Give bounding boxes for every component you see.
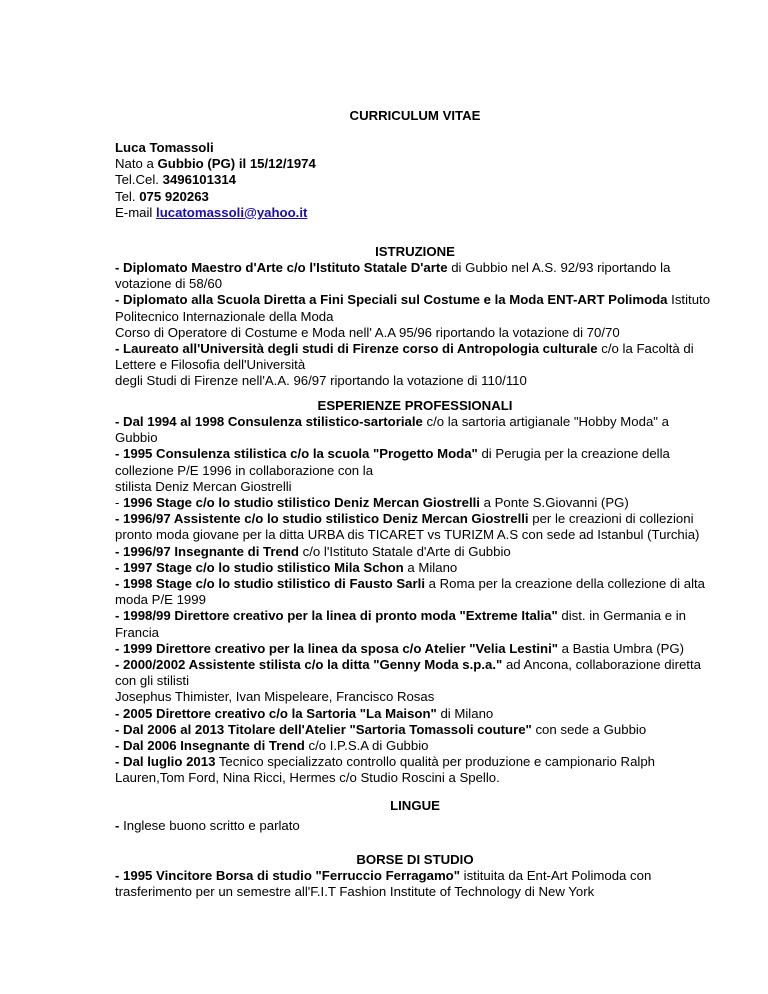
esperienza-item: - 1995 Consulenza stilistica c/o la scuola "Progetto Moda" di Perugia per la creazione della collezione P/E 1996 in collaborazione con la bbox=[115, 446, 670, 478]
cell-phone-line: Tel.Cel. 3496101314 bbox=[115, 172, 236, 188]
esperienze-heading: ESPERIENZE PROFESSIONALI bbox=[317, 398, 513, 413]
esperienza-item: - Dal 2006 al 2013 Titolare dell'Atelier "Sartoria Tomassoli couture" con sede a Gubbio bbox=[115, 721, 647, 737]
istruzione-item: - Diplomato Maestro d'Arte c/o l'Istituto Statale D'arte di Gubbio nel A.S. 92/93 riportando la votazione di 58/60 bbox=[115, 260, 671, 292]
lingue-list bbox=[115, 818, 715, 834]
borse-heading: BORSE DI STUDIO bbox=[356, 852, 474, 867]
lingue-heading: LINGUE bbox=[390, 798, 440, 813]
istruzione-list bbox=[115, 260, 715, 390]
esperienza-item: - Dal luglio 2013 Tecnico specializzato controllo qualità per produzione e campionario Ralph Lauren,Tom Ford, Nina Ricci, Hermes c/o Studio Roscini a Spello. bbox=[115, 754, 656, 786]
esperienza-item: - 1999 Direttore creativo per la linea da sposa c/o Atelier "Velia Lestini" a Bastia Umbra (PG) bbox=[115, 640, 685, 656]
email-link[interactable]: lucatomassoli@yahoo.it bbox=[156, 204, 308, 220]
esperienza-item: - 1997 Stage c/o lo studio stilistico Mila Schon a Milano bbox=[115, 559, 458, 575]
personal-info bbox=[115, 140, 715, 221]
istruzione-heading: ISTRUZIONE bbox=[375, 244, 455, 259]
esperienza-item-cont: stilista Deniz Mercan Giostrelli bbox=[115, 478, 292, 494]
borsa-item: - 1995 Vincitore Borsa di studio "Ferruccio Ferragamo" istituita da Ent-Art Polimoda con trasferimento per un semestre all'F.I.T Fashion Institute of Technology di New York bbox=[115, 868, 652, 900]
esperienza-item: - 2000/2002 Assistente stilista c/o la ditta "Genny Moda s.p.a." ad Ancona, collaborazione diretta con gli stilisti bbox=[115, 657, 701, 689]
istruzione-item-cont: degli Studi di Firenze nell'A.A. 96/97 riportando la votazione di 110/110 bbox=[115, 373, 527, 389]
esperienza-item: - Dal 1994 al 1998 Consulenza stilistico-sartoriale c/o la sartoria artigianale "Hobby Moda" a Gubbio bbox=[115, 414, 669, 446]
esperienza-item: - 1996 Stage c/o lo studio stilistico Deniz Mercan Giostrelli a Ponte S.Giovanni (PG) bbox=[115, 495, 629, 511]
istruzione-item-cont: Corso di Operatore di Costume e Moda nell' A.A 95/96 riportando la votazione di 70/70 bbox=[115, 324, 620, 340]
istruzione-item: - Laureato all'Università degli studi di Firenze corso di Antropologia culturale c/o la Facoltà di Lettere e Filosofia dell'Università bbox=[115, 341, 694, 373]
phone-line: Tel. 075 920263 bbox=[115, 188, 209, 204]
esperienza-item-cont: Josephus Thimister, Ivan Mispeleare, Francisco Rosas bbox=[115, 689, 435, 705]
person-name: Luca Tomassoli bbox=[115, 140, 214, 155]
esperienza-item: - Dal 2006 Insegnante di Trend c/o I.P.S.A di Gubbio bbox=[115, 738, 429, 754]
istruzione-item: - Diplomato alla Scuola Diretta a Fini Speciali sul Costume e la Moda ENT-ART Polimoda Istituto Politecnico Internazionale della Moda bbox=[115, 292, 711, 324]
esperienza-item: - 1996/97 Insegnante di Trend c/o l'Istituto Statale d'Arte di Gubbio bbox=[115, 543, 511, 559]
esperienze-list bbox=[115, 414, 715, 787]
esperienza-item: - 2005 Direttore creativo c/o la Sartoria "La Maison" di Milano bbox=[115, 705, 494, 721]
esperienza-item: - 1998/99 Direttore creativo per la linea di pronto moda "Extreme Italia" dist. in Germania e in Francia bbox=[115, 608, 686, 640]
email-line: E-mail lucatomassoli@yahoo.it bbox=[115, 204, 308, 220]
esperienza-item: - 1996/97 Assistente c/o lo studio stilistico Deniz Mercan Giostrelli per le creazioni di collezioni pronto moda giovane per la ditta URBA dis TICARET vs TURIZM A.S con sede ad Istanbul (Turchia) bbox=[115, 511, 700, 543]
borse-list bbox=[115, 868, 715, 900]
birth-line: Nato a Gubbio (PG) il 15/12/1974 bbox=[115, 156, 316, 172]
lingua-item: - Inglese buono scritto e parlato bbox=[115, 818, 300, 833]
esperienza-item: - 1998 Stage c/o lo studio stilistico di Fausto Sarli a Roma per la creazione della collezione di alta moda P/E 1999 bbox=[115, 576, 706, 608]
cv-title: CURRICULUM VITAE bbox=[349, 108, 481, 123]
